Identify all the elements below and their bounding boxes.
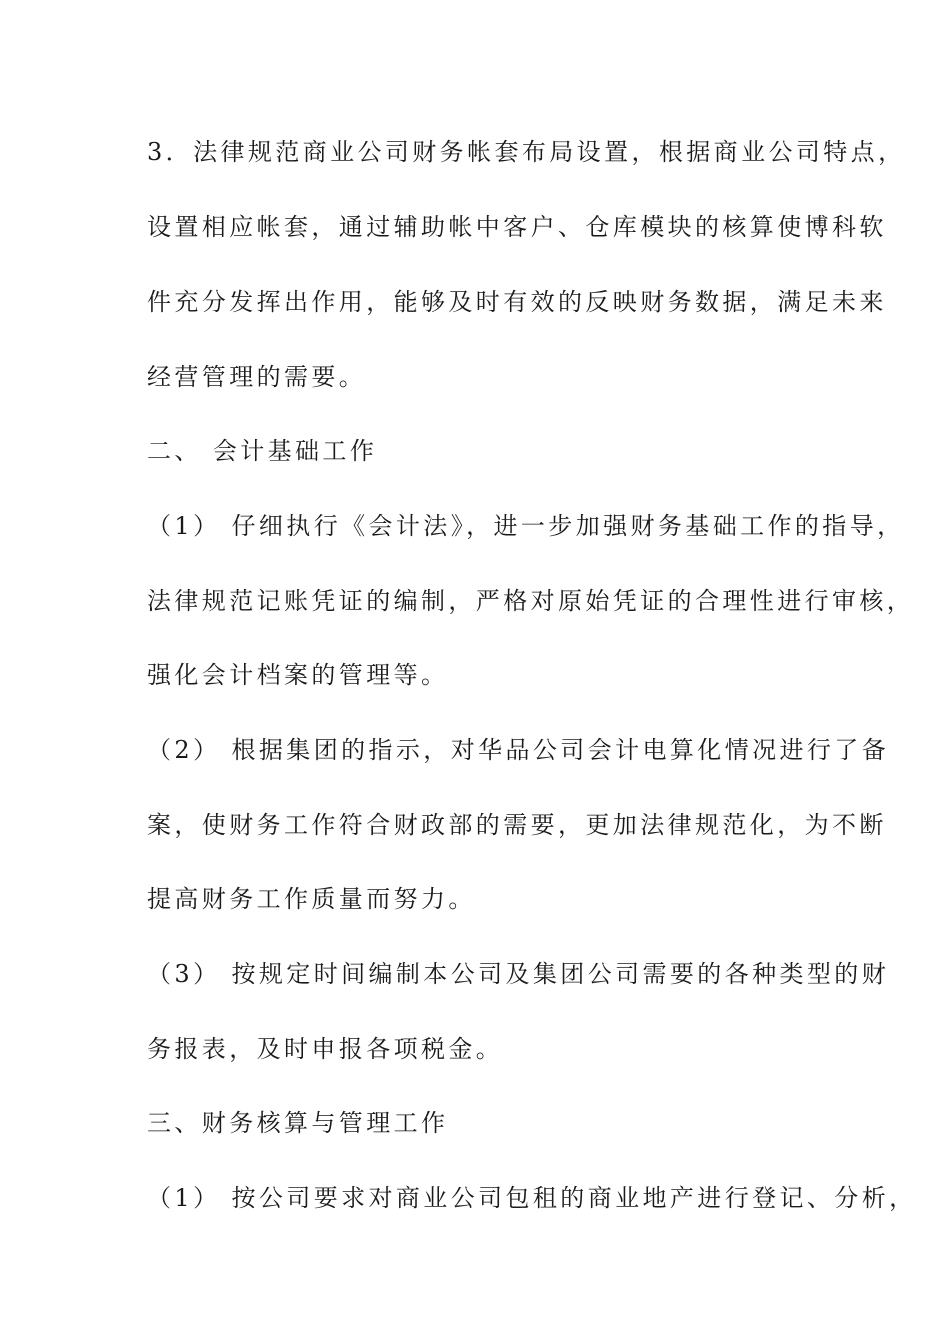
paragraph-line: （3） 按规定时间编制本公司及集团公司需要的各种类型的财 [147, 960, 890, 988]
paragraph-line: 3．法律规范商业公司财务帐套布局设置，根据商业公司特点， [147, 138, 906, 166]
paragraph-line: （2） 根据集团的指示，对华品公司会计电算化情况进行了备 [147, 736, 890, 764]
paragraph-line: 提高财务工作质量而努力。 [147, 885, 476, 913]
section-heading: 三、财务核算与管理工作 [147, 1109, 449, 1137]
paragraph-line: 件充分发挥出作用，能够及时有效的反映财务数据，满足未来 [147, 288, 887, 316]
paragraph-line: （1） 按公司要求对商业公司包租的商业地产进行登记、分析， [147, 1184, 917, 1212]
paragraph-line: 设置相应帐套，通过辅助帐中客户、仓库模块的核算使博科软 [147, 213, 887, 241]
section-heading: 二、 会计基础工作 [147, 437, 378, 465]
paragraph-line: 案，使财务工作符合财政部的需要，更加法律规范化，为不断 [147, 811, 887, 839]
paragraph-line: （1） 仔细执行《会计法》，进一步加强财务基础工作的指导， [147, 512, 905, 540]
paragraph-line: 经营管理的需要。 [147, 363, 367, 391]
paragraph-line: 法律规范记账凭证的编制，严格对原始凭证的合理性进行审核， [147, 587, 915, 615]
paragraph-line: 强化会计档案的管理等。 [147, 661, 449, 689]
paragraph-line: 务报表，及时申报各项税金。 [147, 1035, 504, 1063]
